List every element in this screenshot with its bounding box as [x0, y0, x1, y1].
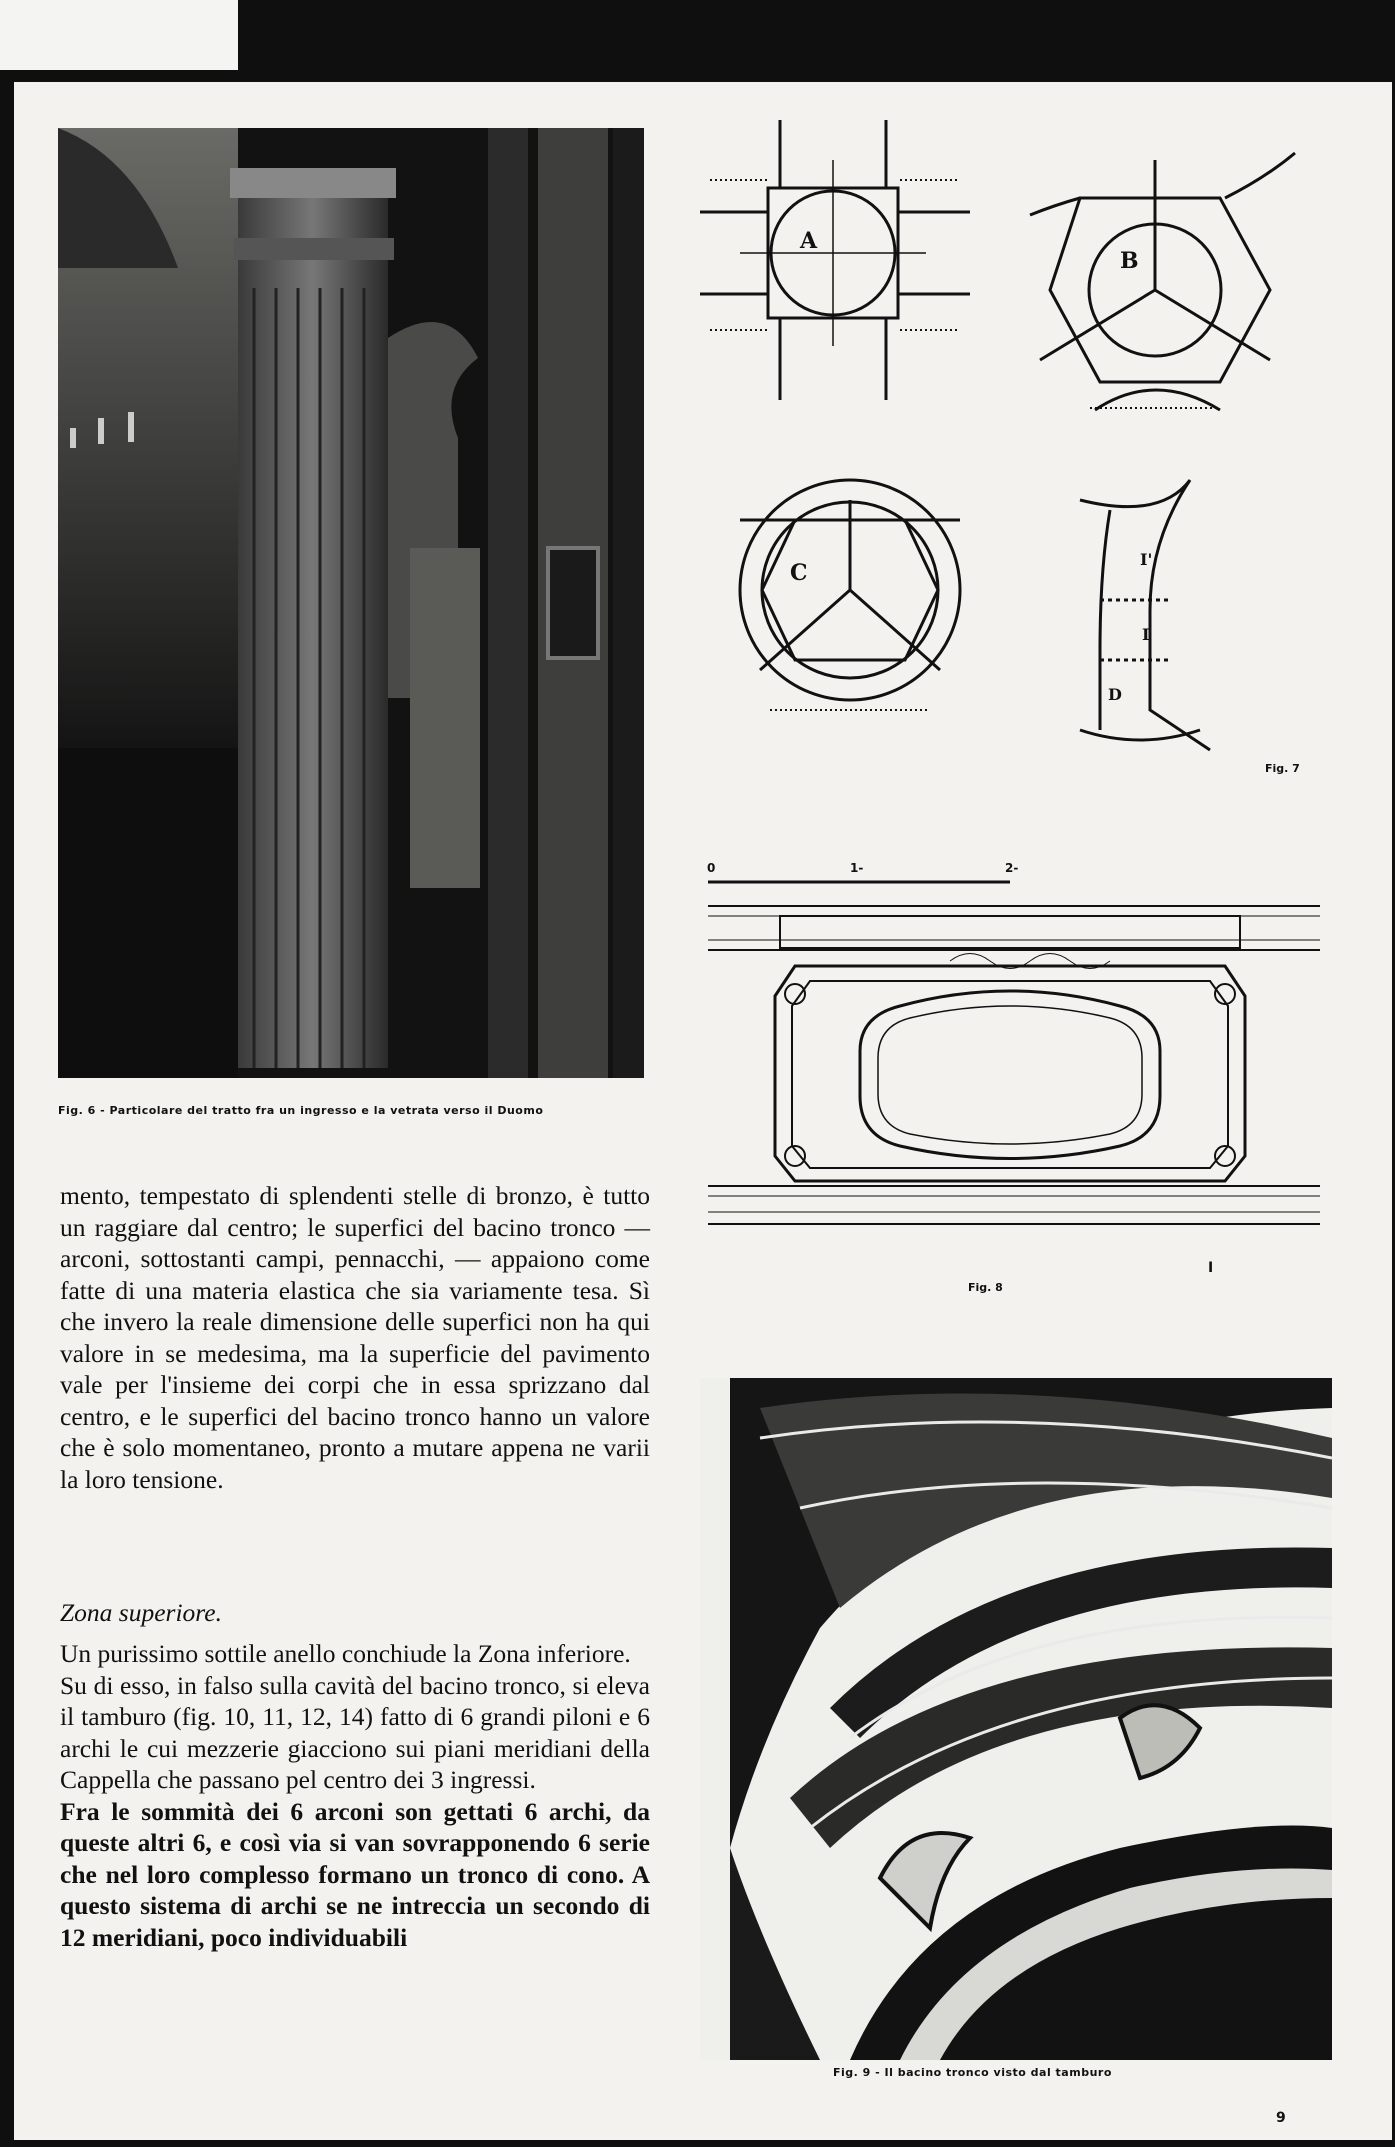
fig8-cartouche — [700, 856, 1340, 1316]
margin-mark-2: 9 — [1276, 2110, 1286, 2126]
fig7-label-b: B — [1120, 248, 1139, 274]
fig7-label-c: C — [790, 560, 808, 586]
fig6-caption: Fig. 6 - Particolare del tratto fra un ingresso e la vetrata verso il Duomo — [58, 1104, 544, 1117]
fig7-caption: Fig. 7 — [1265, 762, 1300, 775]
text-column-upper — [60, 1180, 650, 1495]
fig7-label-d: D — [1108, 685, 1122, 704]
fig8-scale-one: 1- — [850, 861, 864, 875]
paragraph-3: Su di esso, in falso sulla cavità del bacino tronco, si eleva il tamburo (fig. 10, 11, 12, 14) fatto di 6 grandi piloni e 6 archi le cui mezzerie giacciono sui piani meridiani della Cappella che passano pel centro dei 3 ingressi. — [60, 1670, 650, 1794]
fig8-scale-two: 2- — [1005, 861, 1019, 875]
fig8-scale-zero: 0 — [707, 861, 716, 875]
text-column-lower — [60, 1638, 650, 1953]
paragraph-1: mento, tempestato di splendenti stelle di bronzo, è tutto un raggiare dal centro; le superfici del bacino tronco — arconi, sottostanti campi, pennacchi, — appaiono come fatte di una materia elastica che sia variamente tesa. Sì che invero la reale dimensione delle superfici non ha qui valore in se medesima, ma la superficie del pavimento vale per l'insieme dei corpi che in essa sprizzano dal centro, e le superfici del bacino tronco hanno un valore che è solo momentaneo, pronto a mutare appena ne varii la loro tensione. — [60, 1181, 650, 1494]
section-heading: Zona superiore. — [60, 1598, 222, 1627]
fig6-photo — [58, 128, 644, 1078]
margin-mark-1: I — [1208, 1260, 1214, 1276]
fig7-label-i: I — [1142, 625, 1150, 644]
fig9-caption: Fig. 9 - Il bacino tronco visto dal tamburo — [833, 2066, 1112, 2079]
fig7-diagrams — [700, 120, 1340, 800]
fig9-photo-drawing — [700, 1378, 1332, 2060]
fig8-caption: Fig. 8 — [968, 1281, 1003, 1294]
fig7-label-iprime: I' — [1140, 550, 1153, 569]
fig9-photo — [700, 1378, 1332, 2060]
paragraph-4: Fra le sommità dei 6 arconi son gettati 6 archi, da queste altri 6, e così via si van sovrapponendo 6 serie che nel loro complesso formano un tronco di cono. A questo sistema di archi se ne intreccia un secondo di 12 meridiani, poco individuabili — [60, 1796, 650, 1952]
fig7-label-a: A — [800, 228, 818, 254]
page-tab-edge — [0, 0, 238, 70]
paragraph-2: Un purissimo sottile anello conchiude la Zona inferiore. — [60, 1639, 631, 1668]
fig6-photo-drawing — [58, 128, 644, 1078]
